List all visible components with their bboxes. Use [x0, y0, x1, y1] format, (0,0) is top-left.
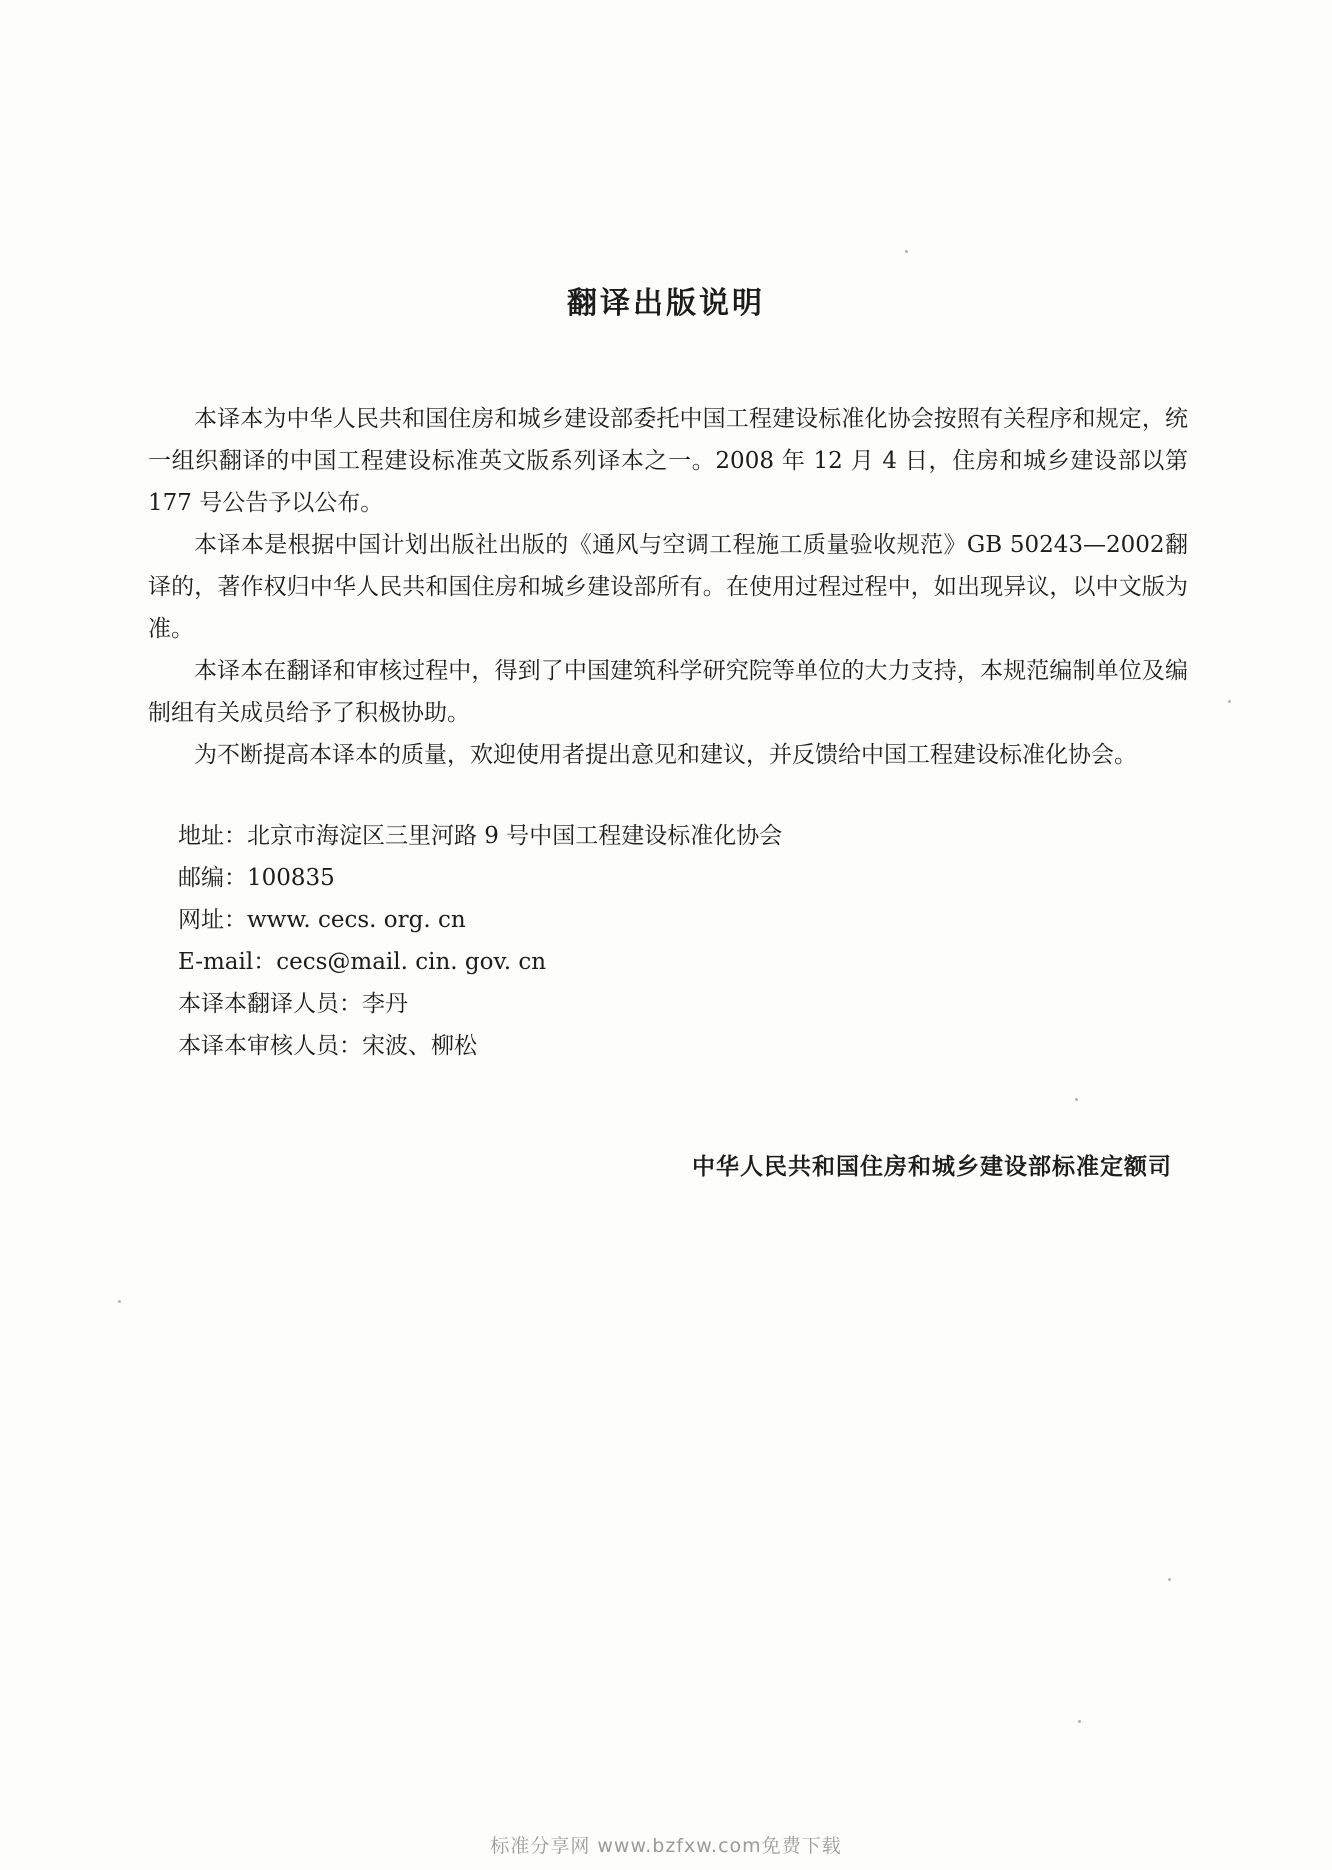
footer-watermark: 标准分享网 www.bzfxw.com免费下载 [490, 1835, 842, 1857]
scan-speck [1228, 700, 1231, 703]
email-line: E-mail：cecs@mail. cin. gov. cn [178, 949, 547, 975]
paragraph-3: 本译本在翻译和审核过程中，得到了中国建筑科学研究院等单位的大力支持，本规范编制单位及编制组有关成员给予了积极协助。 [148, 658, 1188, 726]
scan-speck [118, 1300, 121, 1303]
paragraph-1: 本译本为中华人民共和国住房和城乡建设部委托中国工程建设标准化协会按照有关程序和规定，统一组织翻译的中国工程建设标准英文版系列译本之一。2008 年 12 月 4 日，住房和城乡建设部以第 177 号公告予以公布。 [148, 406, 1188, 516]
translator-line: 本译本翻译人员：李丹 [178, 991, 408, 1017]
paragraph-2: 本译本是根据中国计划出版社出版的《通风与空调工程施工质量验收规范》GB 50243—2002翻译的，著作权归中华人民共和国住房和城乡建设部所有。在使用过程过程中，如出现异议，以中文版为准。 [148, 532, 1188, 642]
body-text [148, 398, 1188, 776]
issuing-authority: 中华人民共和国住房和城乡建设部标准定额司 [692, 1153, 1172, 1180]
scan-speck [905, 250, 908, 253]
paragraph-4: 为不断提高本译本的质量，欢迎使用者提出意见和建议，并反馈给中国工程建设标准化协会。 [194, 742, 1137, 768]
page-title: 翻译出版说明 [567, 286, 765, 321]
address-line: 地址：北京市海淀区三里河路 9 号中国工程建设标准化协会 [178, 823, 783, 849]
website-line: 网址：www. cecs. org. cn [178, 907, 466, 933]
reviewers-line: 本译本审核人员：宋波、柳松 [178, 1033, 477, 1059]
scan-speck [1075, 1098, 1078, 1101]
scan-speck [1168, 1578, 1171, 1581]
postcode-line: 邮编：100835 [178, 865, 335, 891]
scan-speck [1078, 1720, 1081, 1723]
